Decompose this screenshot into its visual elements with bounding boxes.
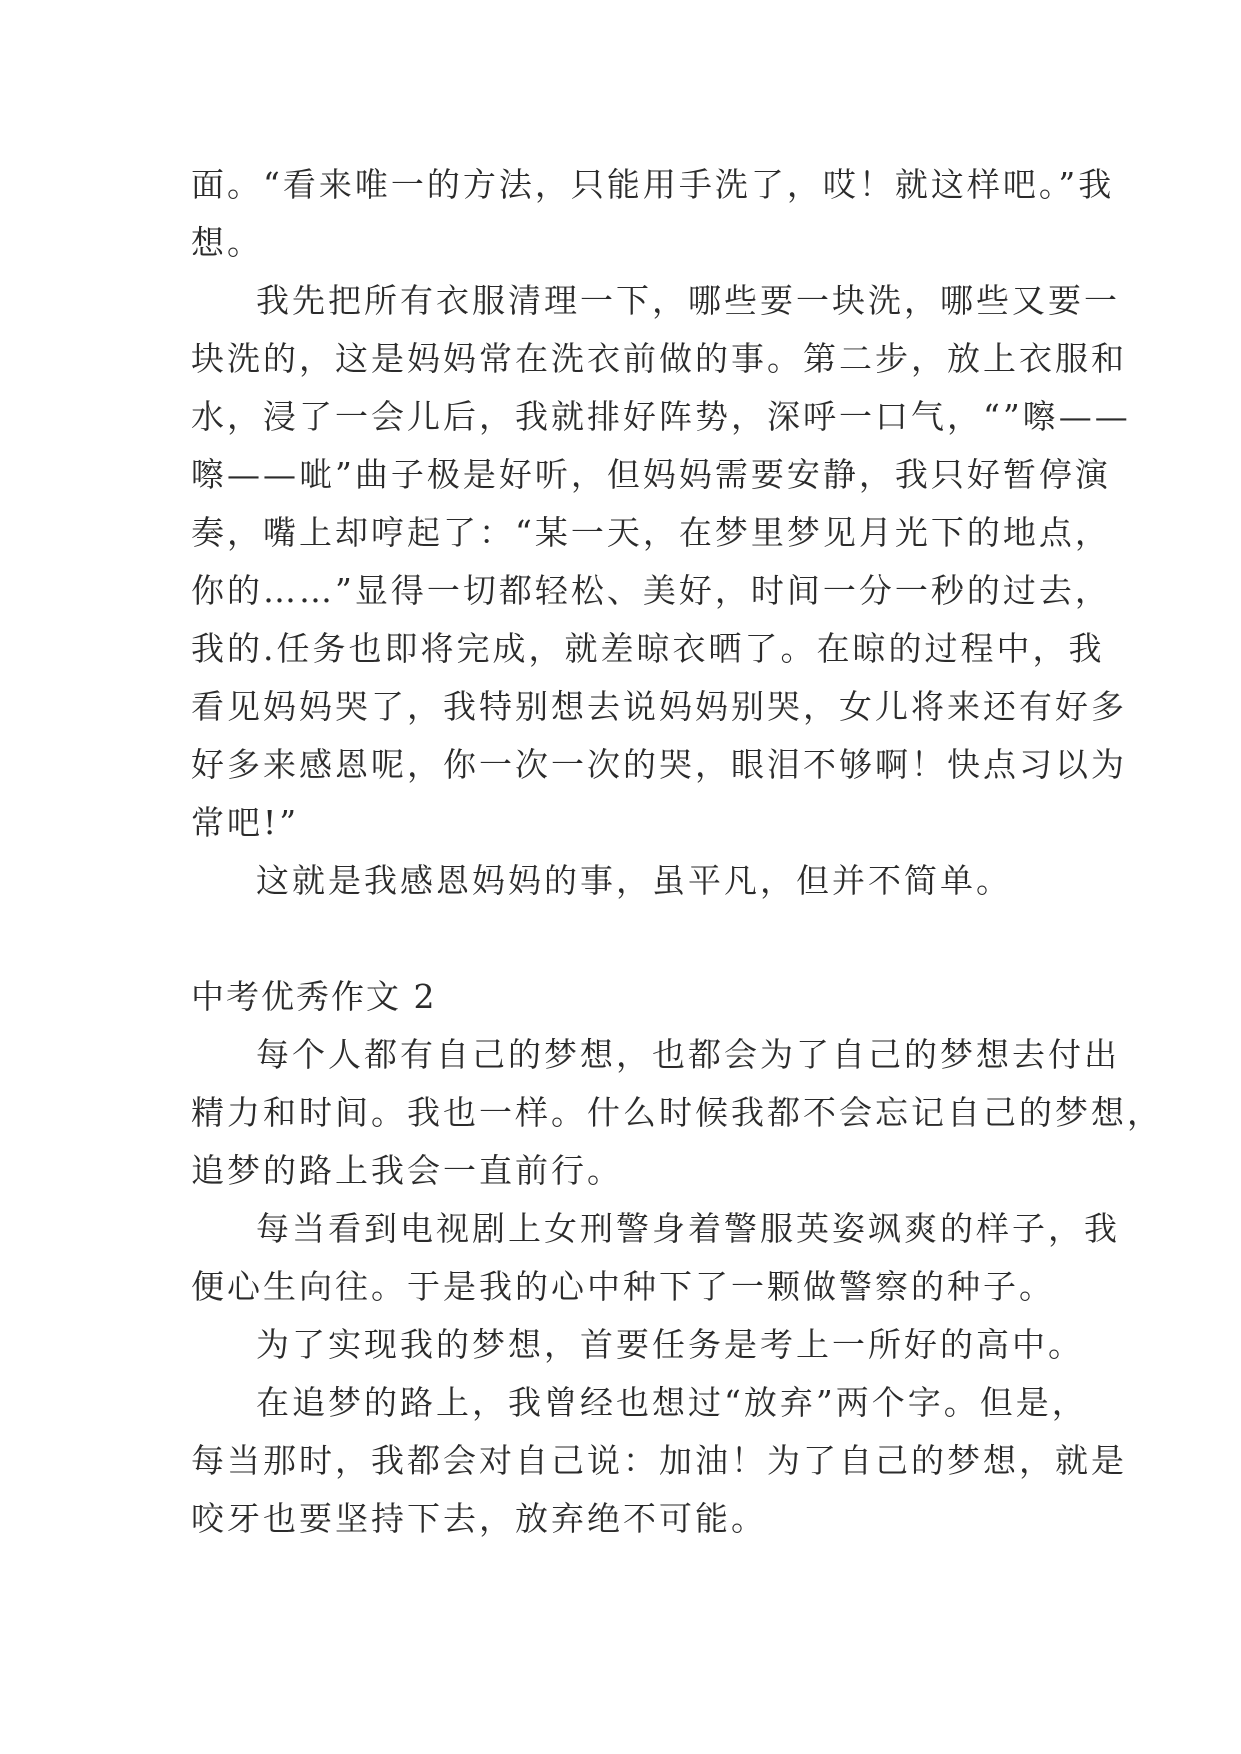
- text-line: 这就是我感恩妈妈的事，虽平凡，但并不简单。: [256, 861, 1012, 900]
- text-line: 奏，嘴上却哼起了：“某一天，在梦里梦见月光下的地点，: [191, 513, 1111, 552]
- text-line: 便心生向往。于是我的心中种下了一颗做警察的种子。: [191, 1267, 1055, 1306]
- text-line: 常吧!”: [191, 803, 300, 842]
- text-line: 你的……”显得一切都轻松、美好，时间一分一秒的过去，: [191, 571, 1111, 610]
- text-line: 在追梦的路上，我曾经也想过“放弃”两个字。但是，: [256, 1383, 1088, 1422]
- text-line: 为了实现我的梦想，首要任务是考上一所好的高中。: [256, 1325, 1084, 1364]
- text-line: 好多来感恩呢，你一次一次的哭，眼泪不够啊！快点习以为: [191, 745, 1127, 784]
- text-line: 面。“看来唯一的方法，只能用手洗了，哎！就这样吧。”我: [191, 165, 1115, 204]
- text-line: 块洗的，这是妈妈常在洗衣前做的事。第二步，放上衣服和: [191, 339, 1127, 378]
- text-line: 咬牙也要坚持下去，放弃绝不可能。: [191, 1499, 767, 1538]
- text-line: 每个人都有自己的梦想，也都会为了自己的梦想去付出: [256, 1035, 1120, 1074]
- text-line: 想。: [191, 223, 263, 262]
- text-line: 嚓——呲”曲子极是好听，但妈妈需要安静，我只好暂停演: [191, 455, 1111, 494]
- text-line: 我的.任务也即将完成，就差晾衣晒了。在晾的过程中，我: [191, 629, 1105, 668]
- text-line: 每当那时，我都会对自己说：加油！为了自己的梦想，就是: [191, 1441, 1127, 1480]
- text-line: 每当看到电视剧上女刑警身着警服英姿飒爽的样子，我: [256, 1209, 1120, 1248]
- section-heading: 中考优秀作文 2: [191, 977, 437, 1016]
- text-line: 看见妈妈哭了，我特别想去说妈妈别哭，女儿将来还有好多: [191, 687, 1127, 726]
- text-line: 我先把所有衣服清理一下，哪些要一块洗，哪些又要一: [256, 281, 1120, 320]
- text-line: 水，浸了一会儿后，我就排好阵势，深呼一口气，“”嚓——: [191, 397, 1131, 436]
- text-line: 追梦的路上我会一直前行。: [191, 1151, 623, 1190]
- text-line: 精力和时间。我也一样。什么时候我都不会忘记自己的梦想，: [191, 1093, 1163, 1132]
